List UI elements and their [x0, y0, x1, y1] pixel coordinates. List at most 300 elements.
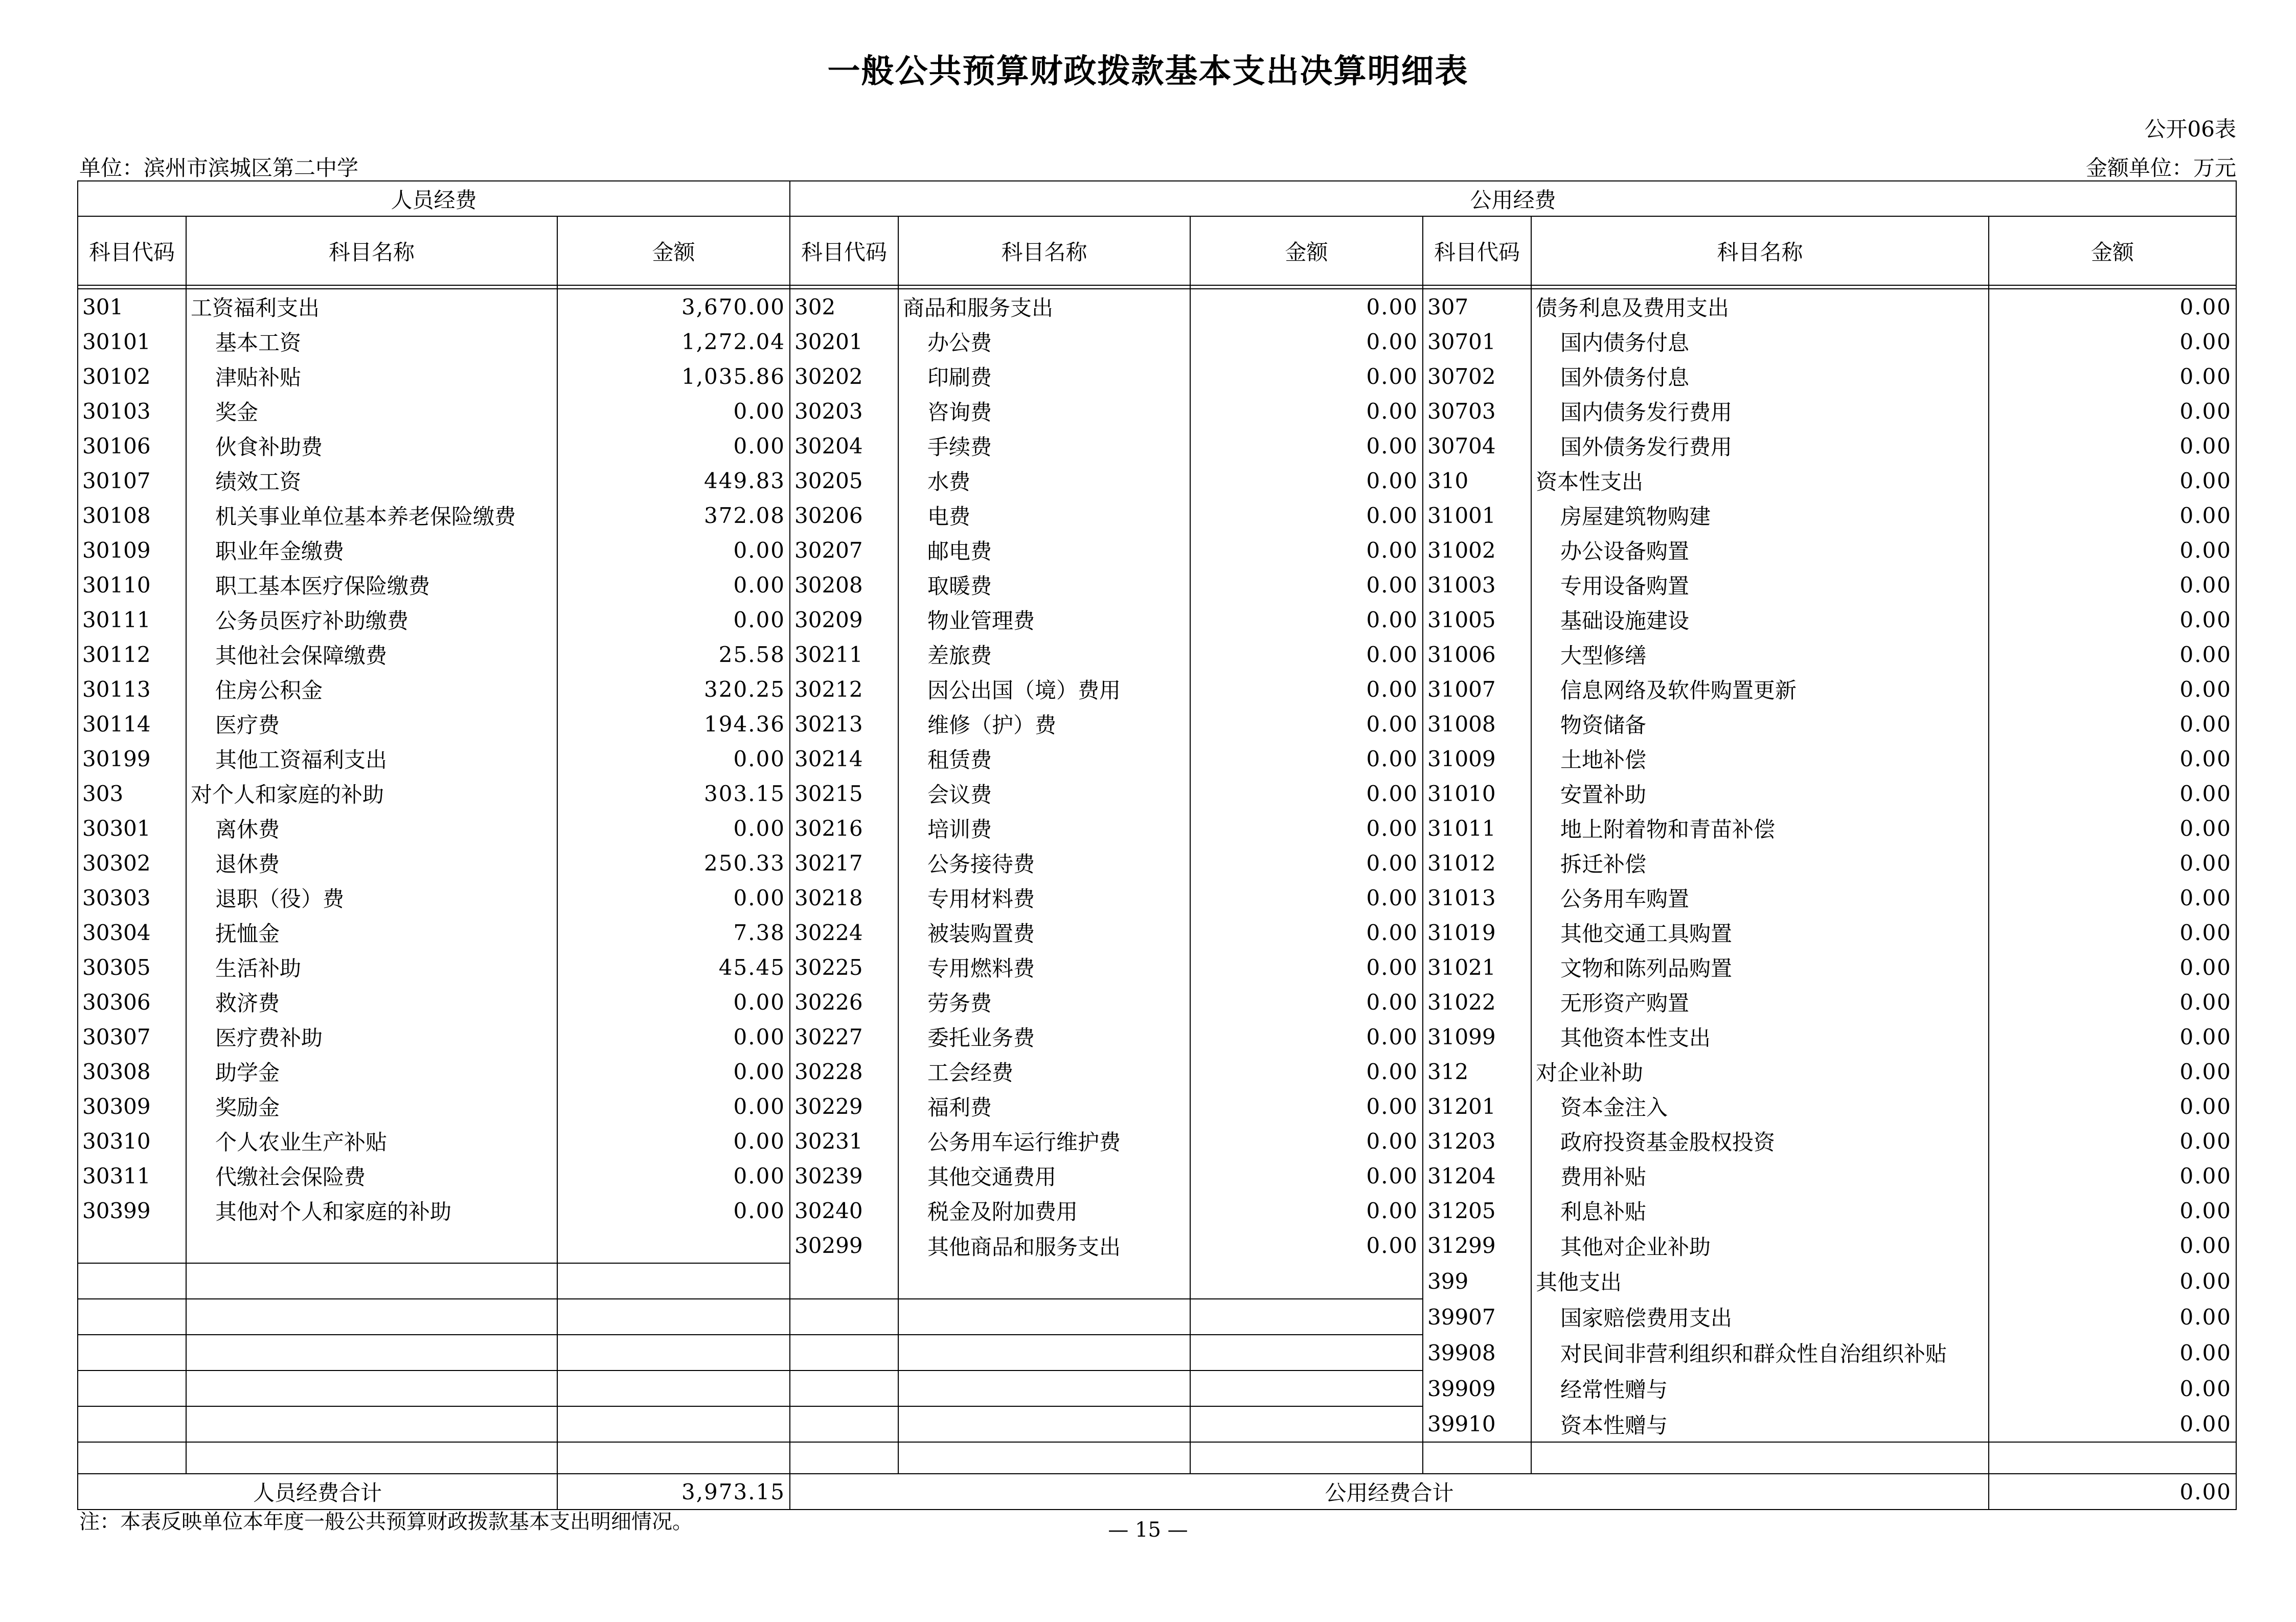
amount-cell: 0.00 — [1989, 811, 2236, 846]
subject-code-cell: 31205 — [1423, 1193, 1531, 1228]
subject-name-cell: 生活补助 — [186, 950, 557, 985]
table-row — [78, 1299, 2236, 1335]
subject-name-cell: 其他社会保障缴费 — [186, 637, 557, 672]
col-header-code: 科目代码 — [78, 216, 186, 285]
subject-code-cell: 30218 — [790, 880, 898, 915]
amount-cell: 0.00 — [1989, 602, 2236, 637]
subject-name-cell: 电费 — [898, 498, 1190, 533]
amount-cell: 0.00 — [557, 602, 790, 637]
subject-code-cell — [790, 1335, 898, 1370]
subject-code-cell: 30303 — [78, 880, 186, 915]
subject-name-cell: 物业管理费 — [898, 602, 1190, 637]
amount-cell — [557, 1299, 790, 1335]
amount-cell: 0.00 — [1989, 1054, 2236, 1089]
subject-code-cell: 39910 — [1423, 1406, 1531, 1442]
subject-name-cell: 会议费 — [898, 776, 1190, 811]
subject-name-cell — [898, 1370, 1190, 1406]
subject-code-cell: 30307 — [78, 1019, 186, 1054]
amount-cell: 0.00 — [1989, 428, 2236, 463]
subject-code-cell: 30302 — [78, 846, 186, 880]
subject-code-cell: 30702 — [1423, 359, 1531, 394]
subject-code-cell: 30306 — [78, 985, 186, 1019]
subject-code-cell: 30226 — [790, 985, 898, 1019]
amount-cell: 0.00 — [1989, 1263, 2236, 1299]
personnel-total-amount: 3,973.15 — [557, 1474, 790, 1510]
subject-code-cell: 31203 — [1423, 1124, 1531, 1158]
subject-code-cell: 30240 — [790, 1193, 898, 1228]
subject-name-cell — [898, 1406, 1190, 1442]
subject-code-cell: 30209 — [790, 602, 898, 637]
amount-cell: 0.00 — [1190, 428, 1423, 463]
amount-cell: 0.00 — [1989, 672, 2236, 706]
amount-cell: 0.00 — [1989, 741, 2236, 776]
amount-cell: 0.00 — [557, 1124, 790, 1158]
subject-name-cell: 国外债务付息 — [1531, 359, 1989, 394]
amount-cell: 320.25 — [557, 672, 790, 706]
amount-cell: 0.00 — [1190, 498, 1423, 533]
subject-name-cell: 个人农业生产补贴 — [186, 1124, 557, 1158]
blank-cell — [790, 1442, 898, 1474]
subject-code-cell: 31003 — [1423, 567, 1531, 602]
subject-name-cell: 国外债务发行费用 — [1531, 428, 1989, 463]
amount-cell: 0.00 — [557, 1019, 790, 1054]
amount-cell: 0.00 — [1989, 463, 2236, 498]
subject-code-cell: 30110 — [78, 567, 186, 602]
amount-cell — [1190, 1370, 1423, 1406]
subject-name-cell: 工会经费 — [898, 1054, 1190, 1089]
subject-name-cell: 其他对个人和家庭的补助 — [186, 1193, 557, 1228]
subject-name-cell — [186, 1228, 557, 1263]
amount-cell: 0.00 — [1989, 1228, 2236, 1263]
subject-code-cell: 30229 — [790, 1089, 898, 1124]
subject-code-cell: 30102 — [78, 359, 186, 394]
subject-code-cell: 31299 — [1423, 1228, 1531, 1263]
col-header-code: 科目代码 — [790, 216, 898, 285]
subject-name-cell: 利息补贴 — [1531, 1193, 1989, 1228]
subject-code-cell: 30399 — [78, 1193, 186, 1228]
subject-code-cell: 31006 — [1423, 637, 1531, 672]
amount-cell: 0.00 — [1989, 1019, 2236, 1054]
subject-code-cell: 30239 — [790, 1158, 898, 1193]
subject-name-cell — [186, 1370, 557, 1406]
subject-name-cell: 医疗费补助 — [186, 1019, 557, 1054]
subject-code-cell: 30204 — [790, 428, 898, 463]
subject-name-cell — [186, 1263, 557, 1299]
subject-code-cell: 30202 — [790, 359, 898, 394]
subject-name-cell: 劳务费 — [898, 985, 1190, 1019]
col-header-name: 科目名称 — [186, 216, 557, 285]
subject-name-cell: 委托业务费 — [898, 1019, 1190, 1054]
amount-cell: 0.00 — [557, 985, 790, 1019]
subject-name-cell: 对个人和家庭的补助 — [186, 776, 557, 811]
subject-code-cell: 312 — [1423, 1054, 1531, 1089]
table-row — [78, 1054, 2236, 1089]
subject-code-cell: 31201 — [1423, 1089, 1531, 1124]
amount-cell — [557, 1263, 790, 1299]
amount-cell: 0.00 — [1190, 463, 1423, 498]
amount-cell: 0.00 — [1190, 533, 1423, 567]
table-row — [78, 359, 2236, 394]
subject-name-cell: 维修（护）费 — [898, 706, 1190, 741]
subject-name-cell: 国家赔偿费用支出 — [1531, 1299, 1989, 1335]
amount-cell: 0.00 — [1190, 846, 1423, 880]
amount-cell: 449.83 — [557, 463, 790, 498]
amount-cell: 0.00 — [1190, 394, 1423, 428]
table-row — [78, 1263, 2236, 1299]
subject-code-cell — [78, 1335, 186, 1370]
subject-name-cell: 其他商品和服务支出 — [898, 1228, 1190, 1263]
amount-cell — [1190, 1299, 1423, 1335]
subject-code-cell: 31019 — [1423, 915, 1531, 950]
amount-cell: 0.00 — [1989, 498, 2236, 533]
table-row — [78, 706, 2236, 741]
subject-code-cell: 30309 — [78, 1089, 186, 1124]
public-total-amount: 0.00 — [1989, 1474, 2236, 1510]
amount-cell: 303.15 — [557, 776, 790, 811]
subject-name-cell: 基础设施建设 — [1531, 602, 1989, 637]
amount-cell: 0.00 — [1190, 1124, 1423, 1158]
subject-name-cell: 地上附着物和青苗补偿 — [1531, 811, 1989, 846]
blank-cell — [557, 1442, 790, 1474]
subject-code-cell: 399 — [1423, 1263, 1531, 1299]
amount-cell: 0.00 — [1190, 776, 1423, 811]
subject-name-cell: 住房公积金 — [186, 672, 557, 706]
subject-code-cell — [78, 1228, 186, 1263]
subject-name-cell: 公务用车购置 — [1531, 880, 1989, 915]
subject-code-cell: 30106 — [78, 428, 186, 463]
amount-cell: 0.00 — [1190, 324, 1423, 359]
table-row — [78, 463, 2236, 498]
subject-name-cell: 专用燃料费 — [898, 950, 1190, 985]
subject-code-cell: 30203 — [790, 394, 898, 428]
amount-cell: 0.00 — [1190, 811, 1423, 846]
table-row — [78, 533, 2236, 567]
amount-cell: 250.33 — [557, 846, 790, 880]
totals-row — [78, 1474, 2236, 1510]
subject-code-cell — [790, 1263, 898, 1299]
subject-name-cell: 职工基本医疗保险缴费 — [186, 567, 557, 602]
subject-code-cell: 30113 — [78, 672, 186, 706]
amount-cell: 0.00 — [557, 394, 790, 428]
subject-name-cell: 奖金 — [186, 394, 557, 428]
amount-cell: 0.00 — [1190, 741, 1423, 776]
subject-name-cell: 无形资产购置 — [1531, 985, 1989, 1019]
subject-name-cell: 办公设备购置 — [1531, 533, 1989, 567]
subject-name-cell: 工资福利支出 — [186, 289, 557, 324]
subject-name-cell: 文物和陈列品购置 — [1531, 950, 1989, 985]
table-row — [78, 1370, 2236, 1406]
subject-code-cell: 303 — [78, 776, 186, 811]
table-row — [78, 324, 2236, 359]
table-row — [78, 846, 2236, 880]
subject-code-cell: 30108 — [78, 498, 186, 533]
col-header-name: 科目名称 — [898, 216, 1190, 285]
table-row — [78, 1406, 2236, 1442]
subject-name-cell: 职业年金缴费 — [186, 533, 557, 567]
subject-name-cell: 咨询费 — [898, 394, 1190, 428]
subject-name-cell: 其他工资福利支出 — [186, 741, 557, 776]
subject-code-cell: 301 — [78, 289, 186, 324]
amount-cell: 0.00 — [1989, 637, 2236, 672]
subject-code-cell: 31021 — [1423, 950, 1531, 985]
amount-cell: 7.38 — [557, 915, 790, 950]
subject-code-cell: 30213 — [790, 706, 898, 741]
subject-name-cell: 其他对企业补助 — [1531, 1228, 1989, 1263]
subject-code-cell: 30701 — [1423, 324, 1531, 359]
subject-code-cell: 31204 — [1423, 1158, 1531, 1193]
subject-code-cell: 30206 — [790, 498, 898, 533]
subject-code-cell: 31011 — [1423, 811, 1531, 846]
subject-code-cell: 31007 — [1423, 672, 1531, 706]
table-row — [78, 1193, 2236, 1228]
amount-cell: 0.00 — [1989, 289, 2236, 324]
amount-cell: 0.00 — [1989, 846, 2236, 880]
table-row — [78, 985, 2236, 1019]
table-row — [78, 1335, 2236, 1370]
group-header-public: 公用经费 — [790, 181, 2236, 216]
amount-cell: 0.00 — [1989, 1193, 2236, 1228]
subject-name-cell: 房屋建筑物购建 — [1531, 498, 1989, 533]
subject-name-cell: 债务利息及费用支出 — [1531, 289, 1989, 324]
amount-cell: 0.00 — [1989, 1370, 2236, 1406]
subject-name-cell — [186, 1335, 557, 1370]
amount-cell: 0.00 — [1190, 1089, 1423, 1124]
subject-name-cell: 安置补助 — [1531, 776, 1989, 811]
amount-cell: 0.00 — [1190, 1158, 1423, 1193]
subject-name-cell: 政府投资基金股权投资 — [1531, 1124, 1989, 1158]
subject-code-cell: 31001 — [1423, 498, 1531, 533]
amount-cell: 0.00 — [1989, 359, 2236, 394]
table-row — [78, 741, 2236, 776]
subject-name-cell: 租赁费 — [898, 741, 1190, 776]
subject-name-cell: 信息网络及软件购置更新 — [1531, 672, 1989, 706]
subject-name-cell: 国内债务发行费用 — [1531, 394, 1989, 428]
table-row — [78, 428, 2236, 463]
table-row — [78, 1019, 2236, 1054]
amount-cell: 0.00 — [557, 741, 790, 776]
subject-name-cell: 办公费 — [898, 324, 1190, 359]
amount-cell: 1,272.04 — [557, 324, 790, 359]
subject-name-cell: 拆迁补偿 — [1531, 846, 1989, 880]
amount-cell: 3,670.00 — [557, 289, 790, 324]
unit-label: 单位：滨州市滨城区第二中学 — [79, 155, 359, 180]
subject-code-cell — [78, 1406, 186, 1442]
amount-cell: 0.00 — [1190, 359, 1423, 394]
subject-code-cell — [790, 1406, 898, 1442]
subject-name-cell: 邮电费 — [898, 533, 1190, 567]
subject-code-cell: 30704 — [1423, 428, 1531, 463]
subject-name-cell: 离休费 — [186, 811, 557, 846]
amount-cell: 0.00 — [1190, 880, 1423, 915]
amount-cell — [557, 1335, 790, 1370]
table-row — [78, 811, 2236, 846]
subject-code-cell: 30208 — [790, 567, 898, 602]
subject-code-cell — [78, 1263, 186, 1299]
subject-name-cell: 专用材料费 — [898, 880, 1190, 915]
public-total-label: 公用经费合计 — [790, 1474, 1989, 1510]
subject-name-cell: 培训费 — [898, 811, 1190, 846]
amount-cell: 0.00 — [1989, 1124, 2236, 1158]
col-header-amount: 金额 — [557, 216, 790, 285]
subject-name-cell: 代缴社会保险费 — [186, 1158, 557, 1193]
subject-code-cell: 31012 — [1423, 846, 1531, 880]
subject-code-cell: 30101 — [78, 324, 186, 359]
subject-name-cell: 因公出国（境）费用 — [898, 672, 1190, 706]
subject-code-cell: 30231 — [790, 1124, 898, 1158]
subject-name-cell: 福利费 — [898, 1089, 1190, 1124]
subject-code-cell: 30201 — [790, 324, 898, 359]
amount-cell: 0.00 — [557, 1158, 790, 1193]
subject-code-cell: 30199 — [78, 741, 186, 776]
amount-cell: 0.00 — [1190, 1054, 1423, 1089]
subject-name-cell: 被装购置费 — [898, 915, 1190, 950]
col-header-amount: 金额 — [1989, 216, 2236, 285]
subject-name-cell: 资本金注入 — [1531, 1089, 1989, 1124]
col-header-code: 科目代码 — [1423, 216, 1531, 285]
table-row — [78, 1158, 2236, 1193]
amount-cell: 0.00 — [1190, 1193, 1423, 1228]
subject-name-cell: 资本性赠与 — [1531, 1406, 1989, 1442]
amount-cell — [557, 1370, 790, 1406]
col-header-name: 科目名称 — [1531, 216, 1989, 285]
amount-cell: 0.00 — [1190, 1228, 1423, 1263]
subject-name-cell: 公务接待费 — [898, 846, 1190, 880]
subject-name-cell: 经常性赠与 — [1531, 1370, 1989, 1406]
amount-cell: 0.00 — [1190, 672, 1423, 706]
amount-cell: 0.00 — [1989, 880, 2236, 915]
subject-name-cell: 救济费 — [186, 985, 557, 1019]
subject-code-cell: 31002 — [1423, 533, 1531, 567]
subject-code-cell: 30216 — [790, 811, 898, 846]
amount-cell: 0.00 — [557, 533, 790, 567]
subject-code-cell: 30304 — [78, 915, 186, 950]
subject-name-cell: 取暖费 — [898, 567, 1190, 602]
amount-cell: 0.00 — [1989, 1089, 2236, 1124]
amount-cell: 0.00 — [1190, 1019, 1423, 1054]
subject-name-cell — [898, 1299, 1190, 1335]
subject-code-cell: 30114 — [78, 706, 186, 741]
subject-name-cell: 印刷费 — [898, 359, 1190, 394]
subject-name-cell: 土地补偿 — [1531, 741, 1989, 776]
amount-cell: 194.36 — [557, 706, 790, 741]
table-row — [78, 602, 2236, 637]
subject-code-cell: 30111 — [78, 602, 186, 637]
subject-code-cell: 39908 — [1423, 1335, 1531, 1370]
amount-cell — [557, 1228, 790, 1263]
subject-name-cell: 退职（役）费 — [186, 880, 557, 915]
amount-cell: 45.45 — [557, 950, 790, 985]
blank-cell — [1423, 1442, 1531, 1474]
subject-code-cell: 31099 — [1423, 1019, 1531, 1054]
subject-code-cell: 30305 — [78, 950, 186, 985]
subject-name-cell: 抚恤金 — [186, 915, 557, 950]
page-title: 一般公共预算财政拨款基本支出决算明细表 — [827, 53, 1469, 90]
subject-code-cell: 39907 — [1423, 1299, 1531, 1335]
personnel-total-label: 人员经费合计 — [78, 1474, 557, 1510]
subject-name-cell: 其他支出 — [1531, 1263, 1989, 1299]
subject-name-cell: 退休费 — [186, 846, 557, 880]
subject-code-cell: 39909 — [1423, 1370, 1531, 1406]
col-header-amount: 金额 — [1190, 216, 1423, 285]
amount-cell: 0.00 — [1989, 324, 2236, 359]
subject-code-cell: 30310 — [78, 1124, 186, 1158]
subject-name-cell — [898, 1335, 1190, 1370]
subject-name-cell: 津贴补贴 — [186, 359, 557, 394]
form-number: 公开06表 — [2144, 117, 2236, 142]
subject-name-cell: 对企业补助 — [1531, 1054, 1989, 1089]
subject-name-cell: 物资储备 — [1531, 706, 1989, 741]
subject-code-cell: 31005 — [1423, 602, 1531, 637]
subject-name-cell: 伙食补助费 — [186, 428, 557, 463]
subject-name-cell — [898, 1263, 1190, 1299]
amount-cell — [1190, 1335, 1423, 1370]
page-number: — 15 — — [1108, 1518, 1188, 1542]
amount-cell: 0.00 — [1989, 533, 2236, 567]
footnote: 注：本表反映单位本年度一般公共预算财政拨款基本支出明细情况。 — [79, 1510, 693, 1534]
subject-code-cell — [78, 1370, 186, 1406]
subject-name-cell: 助学金 — [186, 1054, 557, 1089]
amount-cell: 0.00 — [1989, 1406, 2236, 1442]
amount-cell: 0.00 — [1190, 706, 1423, 741]
amount-cell: 0.00 — [1190, 637, 1423, 672]
amount-cell: 0.00 — [1989, 1299, 2236, 1335]
blank-cell — [186, 1442, 557, 1474]
amount-cell: 0.00 — [1989, 567, 2236, 602]
expenditure-table — [77, 180, 2237, 1510]
subject-code-cell: 30301 — [78, 811, 186, 846]
subject-code-cell: 30228 — [790, 1054, 898, 1089]
subject-code-cell: 31009 — [1423, 741, 1531, 776]
blank-cell — [1190, 1442, 1423, 1474]
subject-name-cell: 其他交通费用 — [898, 1158, 1190, 1193]
subject-name-cell: 医疗费 — [186, 706, 557, 741]
amount-cell: 0.00 — [1190, 567, 1423, 602]
subject-code-cell: 302 — [790, 289, 898, 324]
blank-cell — [1531, 1442, 1989, 1474]
subject-code-cell: 31022 — [1423, 985, 1531, 1019]
subject-code-cell: 30217 — [790, 846, 898, 880]
subject-code-cell: 30215 — [790, 776, 898, 811]
table-row — [78, 289, 2236, 324]
amount-cell: 0.00 — [1190, 985, 1423, 1019]
subject-code-cell: 30212 — [790, 672, 898, 706]
subject-code-cell: 30107 — [78, 463, 186, 498]
table-row — [78, 915, 2236, 950]
table-row — [78, 498, 2236, 533]
amount-cell: 372.08 — [557, 498, 790, 533]
amount-cell: 0.00 — [557, 1054, 790, 1089]
subject-code-cell: 30227 — [790, 1019, 898, 1054]
subject-name-cell: 商品和服务支出 — [898, 289, 1190, 324]
subject-name-cell: 水费 — [898, 463, 1190, 498]
amount-cell: 0.00 — [1989, 394, 2236, 428]
table-row — [78, 1228, 2236, 1263]
amount-cell: 0.00 — [1989, 950, 2236, 985]
table-row — [78, 672, 2236, 706]
subject-code-cell: 30211 — [790, 637, 898, 672]
currency-unit-label: 金额单位：万元 — [2085, 155, 2236, 180]
subject-name-cell: 其他资本性支出 — [1531, 1019, 1989, 1054]
subject-code-cell: 30299 — [790, 1228, 898, 1263]
subject-name-cell — [186, 1406, 557, 1442]
blank-cell — [898, 1442, 1190, 1474]
subject-name-cell: 税金及附加费用 — [898, 1193, 1190, 1228]
table-row — [78, 880, 2236, 915]
subject-code-cell: 31013 — [1423, 880, 1531, 915]
amount-cell: 0.00 — [1989, 1335, 2236, 1370]
amount-cell: 0.00 — [1190, 915, 1423, 950]
subject-code-cell — [78, 1299, 186, 1335]
